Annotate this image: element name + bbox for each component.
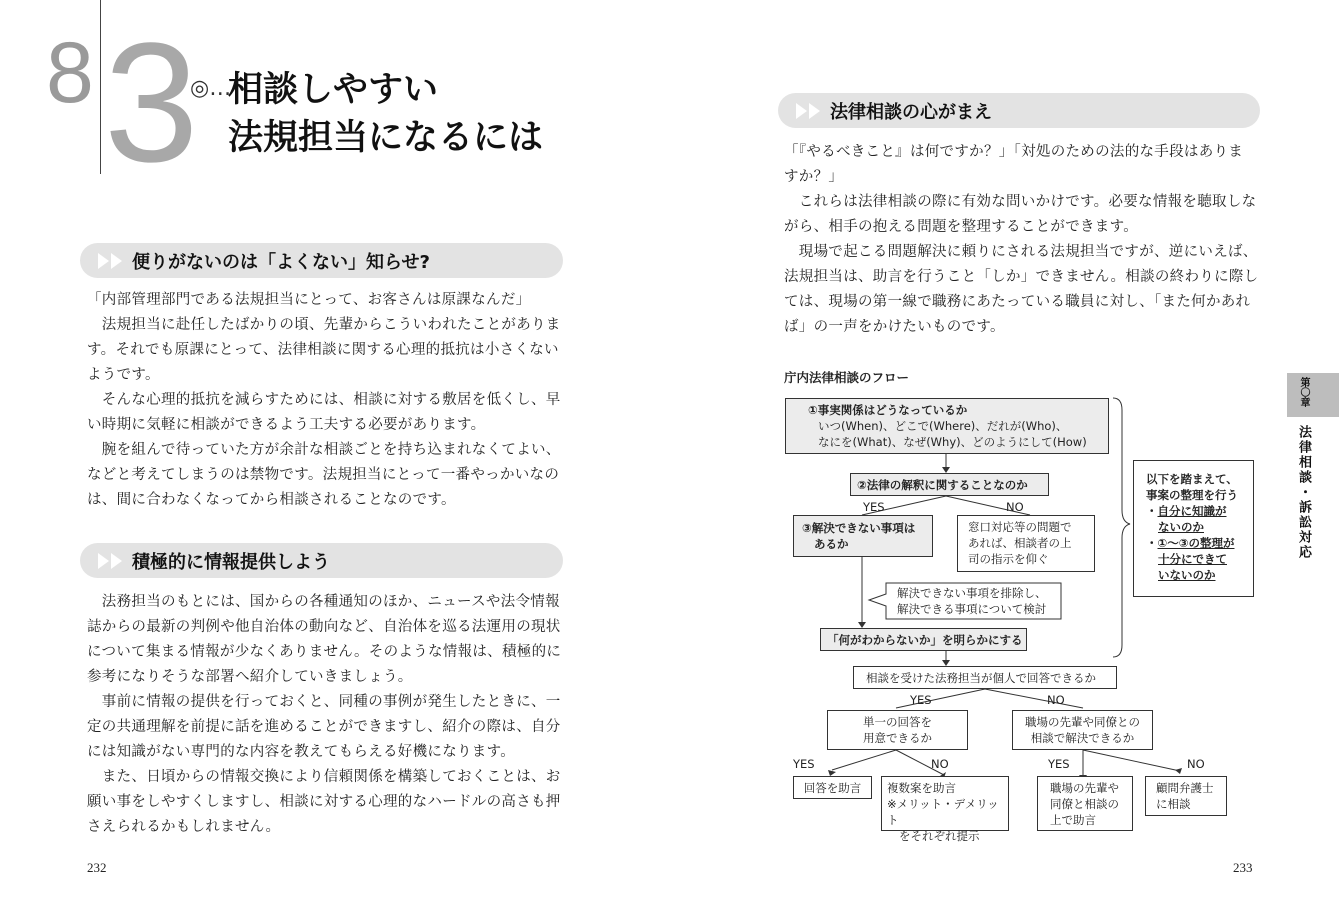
flow-box-facts-line: なにを(What)、なぜ(Why)、どのようにして(How) — [818, 435, 1087, 449]
flow-side-line: 事案の整理を行う — [1146, 488, 1238, 502]
flow-box-individual-answer: 相談を受けた法務担当が個人で回答できるか — [853, 666, 1117, 689]
flow-side-underlined: 十分にできて — [1158, 552, 1227, 566]
section-heading-label: 便りがないのは「よくない」知らせ? — [132, 251, 430, 273]
text-line: 誌からの最新の判例や他自治体の動向など、自治体を巡る法運用の現状 — [87, 619, 561, 635]
flow-side-line: 以下を踏まえて、 — [1146, 472, 1238, 486]
section-heading-label: 積極的に情報提供しよう — [132, 551, 330, 573]
text-line: す。それでも原課にとって、法律相談に関する心理的抵抗は小さくない — [87, 342, 559, 358]
flow-box-unresolvable — [793, 515, 933, 557]
page-title-line1: 相談しやすい — [228, 70, 439, 110]
flow-leaf-answer-advice: 回答を助言 — [793, 776, 872, 799]
flow-callout-note — [897, 585, 1047, 617]
page-number-left: 232 — [87, 860, 107, 875]
page-number-right: 233 — [1233, 860, 1253, 875]
text-line: がら、相手の抱える問題を整理することができます。 — [784, 219, 1139, 235]
flow-box-line: ※メリット・デメリット — [887, 797, 999, 827]
text-line: これらは法律相談の際に有効な問いかけです。必要な情報を聴取しな — [784, 194, 1257, 210]
text-line: また、日頃からの情報交換により信頼関係を構築しておくことは、お — [87, 769, 561, 785]
flow-no-label: NO — [1047, 693, 1065, 707]
flow-box-line: に相談 — [1156, 797, 1191, 811]
title-mark: ◎… — [190, 76, 232, 101]
flow-box-line: 上で助言 — [1050, 813, 1096, 827]
section-number: 3 — [104, 8, 199, 198]
flow-side-underlined: ①〜③の整理が — [1157, 536, 1235, 550]
text-line: 願い事をしやすくしますし、相談に対する心理的なハードルの高さも押 — [87, 794, 561, 810]
flow-box-line: あれば、相談者の上 — [968, 536, 1072, 550]
text-line: は、間に合わなくなってから相談されることなのです。 — [87, 492, 456, 508]
flow-box-line: 相談で解決できるか — [1030, 731, 1135, 745]
flow-box-clarify: 「何がわからないか」を明らかにする — [820, 628, 1027, 651]
flow-side-underlined: 自分に知識が — [1157, 504, 1227, 518]
text-line: 現場で起こる問題解決に頼りにされる法規担当ですが、逆にいえば、 — [784, 244, 1258, 260]
flow-box-line: 窓口対応等の問題で — [968, 520, 1072, 534]
text-line: などと考えてしまうのは禁物です。法規担当にとって一番やっかいなの — [87, 467, 560, 483]
text-line: 「『やるべきこと』は何ですか？」「対処のための法的な手段はありま — [784, 144, 1244, 160]
flow-box-facts-line: いつ(When)、どこで(Where)、だれが(Who)、 — [818, 419, 1068, 433]
text-line: ば」の一声をかけたいものです。 — [784, 319, 1005, 335]
flow-box-colleague-consult — [1012, 710, 1153, 750]
flow-side-line — [1146, 503, 1253, 519]
bullet: ・ — [1146, 536, 1158, 550]
text-line: 参考になりそうな部署へ紹介していきましょう。 — [87, 669, 413, 685]
flow-box-facts-title: ①事実関係はどうなっているか — [808, 403, 968, 417]
text-line: すか？」 — [784, 169, 844, 185]
flow-box-legal-interpretation: ②法律の解釈に関することなのか — [850, 473, 1049, 496]
flow-note-line: 解決できる事項について検討 — [897, 602, 1047, 616]
flow-leaf-colleague-advice — [1037, 776, 1133, 831]
section-heading-label: 法律相談の心がまえ — [830, 101, 992, 123]
flow-box-single-answer — [827, 710, 968, 750]
text-line: い時期に気軽に相談ができるよう工夫する必要があります。 — [87, 417, 486, 433]
flow-title: 庁内法律相談のフロー — [784, 370, 910, 385]
flow-box-line: 顧問弁護士 — [1156, 781, 1214, 795]
chapter-number: 8 — [46, 25, 94, 121]
flow-yes-label: YES — [1048, 757, 1070, 771]
flow-box-line: あるか — [814, 537, 849, 551]
text-line: ようです。 — [87, 367, 160, 383]
flow-box-line: をそれぞれ提示 — [899, 829, 980, 843]
flow-box-line: 職場の先輩や — [1050, 781, 1119, 795]
chapter-tab-label: 第〇章 — [1298, 377, 1309, 407]
flow-leaf-multiple-options — [881, 776, 1009, 843]
text-line: には知識がない専門的な内容を教えてもらえる好機になります。 — [87, 744, 516, 760]
text-line: さえられるかもしれません。 — [87, 819, 281, 835]
flow-side-underlined: いないのか — [1158, 568, 1216, 582]
flow-box-line: 用意できるか — [863, 731, 932, 745]
flow-no-label: NO — [1187, 757, 1205, 771]
flow-side-line — [1146, 535, 1253, 551]
flow-box-line: 職場の先輩や同僚との — [1025, 715, 1140, 729]
text-line: 法務担当のもとには、国からの各種通知のほか、ニュースや法令情報 — [87, 594, 560, 610]
text-line: について集まる情報が少なくありません。そのような情報は、積極的に — [87, 644, 562, 660]
flow-note-line: 解決できない事項を排除し、 — [897, 586, 1047, 600]
flow-box-window-issue — [957, 515, 1095, 572]
flow-box-line: ③解決できない事項は — [802, 521, 916, 535]
flow-box-line: 複数案を助言 — [887, 781, 956, 795]
text-line: そんな心理的抵抗を減らすためには、相談に対する敷居を低くし、早 — [87, 392, 561, 408]
text-line: 法規担当は、助言を行うこと「しか」できません。相談の終わりに際し — [784, 269, 1259, 285]
flow-box-line: 同僚と相談の — [1050, 797, 1119, 811]
bullet: ・ — [1146, 504, 1158, 518]
text-line: 腕を組んで待っていた方が余計な相談ごとを持ち込まれなくてよい、 — [87, 442, 561, 458]
flow-side-box — [1133, 460, 1254, 597]
text-line: 定の共通理解を前提に話を進めることができますし、紹介の際は、自分 — [87, 719, 561, 735]
chapter-tab-title: 法律相談・訴訟対応 — [1296, 425, 1311, 560]
flow-yes-label: YES — [863, 500, 885, 514]
text-line: ては、現場の第一線で職務にあたっている職員に対し、「また何かあれ — [784, 294, 1251, 310]
chapter-tab — [1287, 373, 1339, 417]
page-title-line2: 法規担当になるには — [228, 118, 544, 158]
flow-no-label: NO — [1006, 500, 1024, 514]
flow-yes-label: YES — [793, 757, 815, 771]
text-line: 法規担当に赴任したばかりの頃、先輩からこういわれたことがありま — [87, 317, 561, 333]
flow-no-label: NO — [931, 757, 949, 771]
flow-box-line: 単一の回答を — [863, 715, 932, 729]
flow-side-underlined: ないのか — [1158, 520, 1204, 534]
flow-box-facts — [785, 398, 1109, 454]
flow-leaf-lawyer — [1145, 776, 1227, 816]
flow-box-line: 司の指示を仰ぐ — [968, 552, 1049, 566]
flow-yes-label: YES — [910, 693, 932, 707]
text-line: 事前に情報の提供を行っておくと、同種の事例が発生したときに、一 — [87, 694, 561, 710]
text-line: 「内部管理部門である法規担当にとって、お客さんは原課なんだ」 — [87, 292, 531, 308]
